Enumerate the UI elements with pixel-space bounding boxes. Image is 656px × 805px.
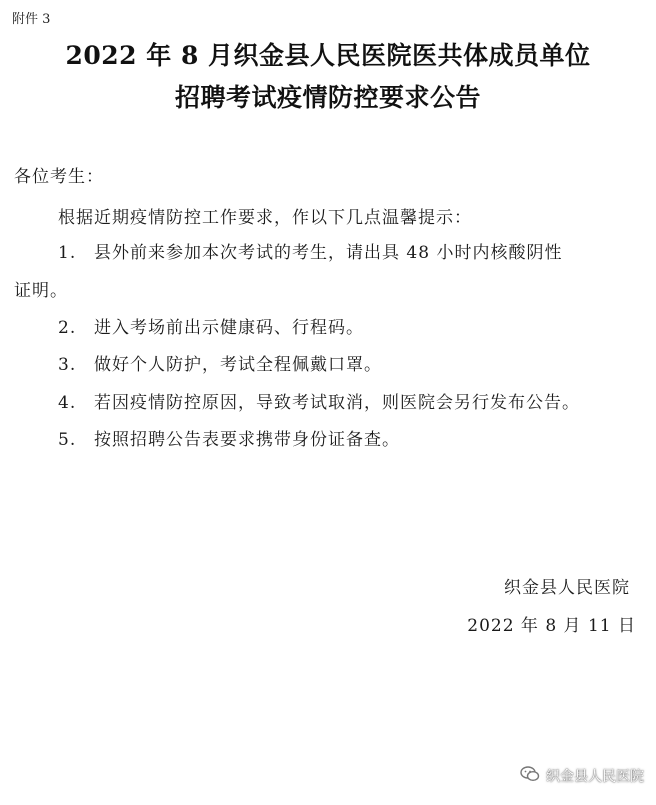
list-item xyxy=(58,350,382,375)
list-item-number: 4. xyxy=(58,393,77,413)
salutation: 各位考生： xyxy=(14,167,104,187)
list-item-number: 3. xyxy=(58,355,77,375)
list-item-text: 按照招聘公告表要求携带身份证备查。 xyxy=(94,430,400,450)
intro-paragraph: 根据近期疫情防控工作要求，作以下几点温馨提示： xyxy=(58,208,472,228)
wechat-icon xyxy=(520,766,540,786)
list-item-text: 若因疫情防控原因，导致考试取消，则医院会另行发布公告。 xyxy=(94,393,580,413)
signature-org: 织金县人民医院 xyxy=(504,578,630,598)
watermark xyxy=(520,766,644,786)
signature-date: 2022 年 8 月 11 日 xyxy=(467,616,636,636)
list-item xyxy=(58,238,562,263)
list-item-text: 进入考场前出示健康码、行程码。 xyxy=(94,318,364,338)
list-item xyxy=(58,388,580,413)
list-item xyxy=(58,313,364,338)
list-item-number: 2. xyxy=(58,318,77,338)
list-item-text: 县外前来参加本次考试的考生，请出具 48 小时内核酸阴性 xyxy=(94,243,563,263)
list-item-continuation: 证明。 xyxy=(14,281,68,301)
list-item xyxy=(58,425,400,450)
watermark-text: 织金县人民医院 xyxy=(546,769,644,785)
list-item-number: 5. xyxy=(58,430,77,450)
attachment-label: 附件 3 xyxy=(12,12,51,27)
title-line-1: 2022 年 8 月织金县人民医院医共体成员单位 xyxy=(65,41,591,70)
title-line-2: 招聘考试疫情防控要求公告 xyxy=(174,83,481,112)
list-item-text: 做好个人防护，考试全程佩戴口罩。 xyxy=(94,355,382,375)
list-item-number: 1. xyxy=(58,243,77,263)
